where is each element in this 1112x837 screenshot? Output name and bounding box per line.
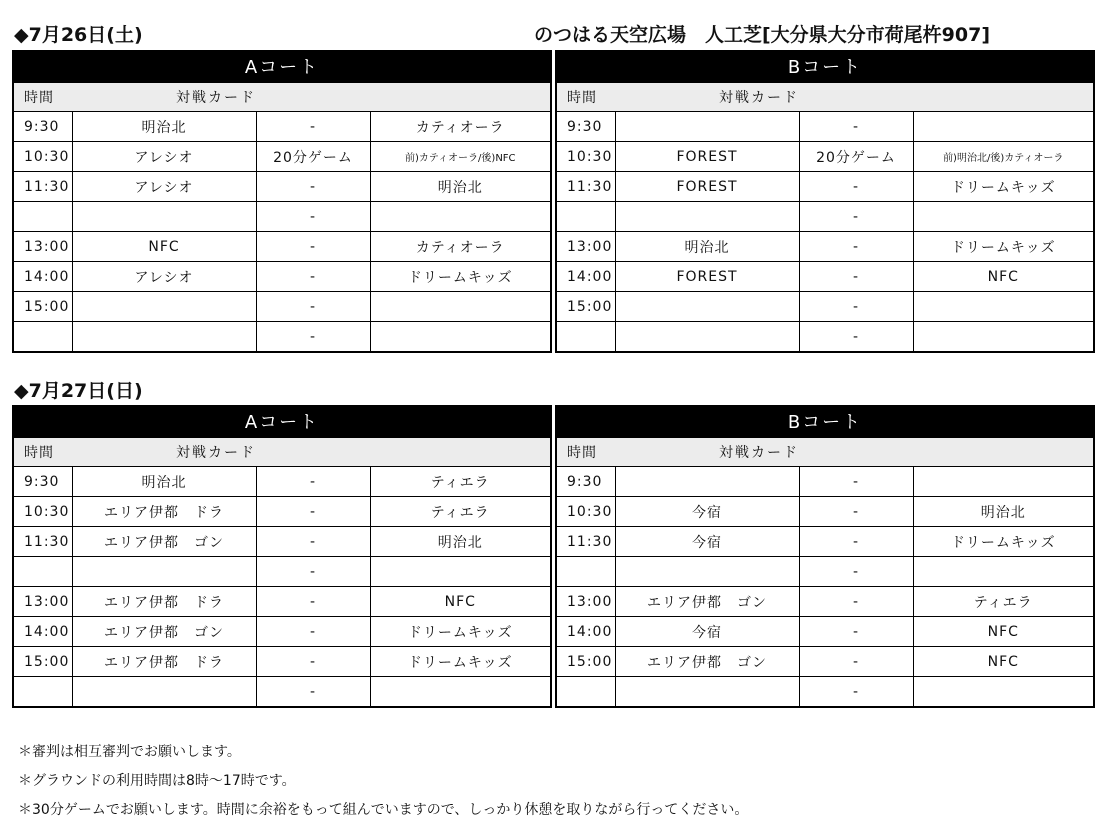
match-header: 対戦カード <box>72 438 550 467</box>
time-cell: 9:30 <box>14 112 72 142</box>
table-row <box>557 557 1093 587</box>
table-row <box>557 527 1093 557</box>
time-cell: 14:00 <box>14 262 72 292</box>
separator-cell: - <box>799 292 913 322</box>
table-row <box>557 262 1093 292</box>
time-cell: 10:30 <box>14 497 72 527</box>
team2-cell <box>913 677 1093 707</box>
team2-cell: ドリームキッズ <box>370 262 550 292</box>
court-name: Bコート <box>557 407 1093 438</box>
team1-cell: 今宿 <box>615 497 799 527</box>
table-row <box>557 172 1093 202</box>
table-row <box>557 647 1093 677</box>
table-row <box>557 112 1093 142</box>
team2-cell <box>913 322 1093 352</box>
court-name: Aコート <box>14 52 550 83</box>
match-header: 対戦カード <box>72 83 550 112</box>
separator-cell: - <box>256 322 370 352</box>
separator-cell: 20分ゲーム <box>799 142 913 172</box>
table-row <box>14 497 550 527</box>
team1-cell <box>72 202 256 232</box>
notes <box>18 738 748 825</box>
time-cell: 15:00 <box>557 292 615 322</box>
team2-cell: ドリームキッズ <box>913 232 1093 262</box>
time-header: 時間 <box>14 438 72 467</box>
team2-cell <box>370 202 550 232</box>
column-header-row <box>14 438 550 467</box>
time-cell <box>14 557 72 587</box>
team1-cell: 明治北 <box>615 232 799 262</box>
separator-cell: - <box>256 262 370 292</box>
table-row <box>557 677 1093 707</box>
separator-cell: - <box>799 262 913 292</box>
separator-cell: - <box>256 647 370 677</box>
team2-cell: ティエラ <box>370 467 550 497</box>
day2-court-a <box>12 405 552 708</box>
schedule-table <box>14 83 550 351</box>
team1-cell <box>615 677 799 707</box>
team1-cell: エリア伊都 ゴン <box>72 617 256 647</box>
team2-cell <box>370 557 550 587</box>
table-row <box>14 322 550 352</box>
separator-cell: - <box>799 467 913 497</box>
note-ground-hours: ＊グラウンドの利用時間は8時～17時です。 <box>18 773 296 789</box>
separator-cell: - <box>256 497 370 527</box>
team1-cell <box>72 557 256 587</box>
time-cell: 14:00 <box>557 262 615 292</box>
table-row <box>14 232 550 262</box>
team1-cell: エリア伊都 ゴン <box>615 647 799 677</box>
time-header: 時間 <box>557 438 615 467</box>
table-row <box>14 587 550 617</box>
column-header-row <box>557 83 1093 112</box>
time-cell: 11:30 <box>557 527 615 557</box>
time-cell: 15:00 <box>14 292 72 322</box>
team1-cell: NFC <box>72 232 256 262</box>
team2-cell: 前)カティオーラ/後)NFC <box>370 142 550 172</box>
schedule-table <box>14 438 550 706</box>
court-name: Bコート <box>557 52 1093 83</box>
team1-cell: アレシオ <box>72 262 256 292</box>
team2-cell: 明治北 <box>913 497 1093 527</box>
time-cell: 15:00 <box>557 647 615 677</box>
separator-cell: - <box>256 172 370 202</box>
team2-cell: NFC <box>370 587 550 617</box>
separator-cell: - <box>799 677 913 707</box>
table-row <box>557 232 1093 262</box>
time-cell <box>14 322 72 352</box>
team2-cell <box>370 322 550 352</box>
column-header-row <box>557 438 1093 467</box>
time-cell: 14:00 <box>14 617 72 647</box>
separator-cell: - <box>799 617 913 647</box>
separator-cell: - <box>799 232 913 262</box>
separator-cell: - <box>799 112 913 142</box>
team1-cell <box>615 202 799 232</box>
team1-cell <box>615 292 799 322</box>
separator-cell: - <box>799 497 913 527</box>
schedule-table <box>557 83 1093 351</box>
separator-cell: - <box>256 617 370 647</box>
time-cell: 13:00 <box>14 587 72 617</box>
separator-cell: - <box>256 587 370 617</box>
separator-cell: - <box>799 172 913 202</box>
team1-cell: エリア伊都 ゴン <box>72 527 256 557</box>
team2-cell <box>913 202 1093 232</box>
team1-cell <box>72 292 256 322</box>
separator-cell: - <box>256 232 370 262</box>
time-cell: 13:00 <box>557 232 615 262</box>
note-game-length: ＊30分ゲームでお願いします。時間に余裕をもって組んでいますので、しっかり休憩を取りながら行ってください。 <box>18 802 749 818</box>
day1-heading: ◆7月26日(土) <box>14 24 143 46</box>
separator-cell: - <box>256 112 370 142</box>
table-row <box>14 262 550 292</box>
time-cell: 15:00 <box>14 647 72 677</box>
separator-cell: - <box>256 292 370 322</box>
table-row <box>557 322 1093 352</box>
separator-cell: - <box>799 587 913 617</box>
court-name: Aコート <box>14 407 550 438</box>
time-cell: 10:30 <box>557 497 615 527</box>
time-header: 時間 <box>557 83 615 112</box>
time-cell <box>14 677 72 707</box>
table-row <box>14 202 550 232</box>
time-cell <box>14 202 72 232</box>
time-cell: 9:30 <box>14 467 72 497</box>
team2-cell <box>913 112 1093 142</box>
time-cell: 11:30 <box>14 172 72 202</box>
team2-cell <box>370 677 550 707</box>
team1-cell: エリア伊都 ドラ <box>72 647 256 677</box>
team1-cell: 明治北 <box>72 112 256 142</box>
team1-cell: 今宿 <box>615 527 799 557</box>
team1-cell <box>72 677 256 707</box>
separator-cell: 20分ゲーム <box>256 142 370 172</box>
team1-cell: 明治北 <box>72 467 256 497</box>
venue-title: のつはる天空広場 人工芝[大分県大分市荷尾杵907] <box>533 24 990 46</box>
team1-cell: アレシオ <box>72 142 256 172</box>
team2-cell: ティエラ <box>913 587 1093 617</box>
time-cell: 14:00 <box>557 617 615 647</box>
table-row <box>557 292 1093 322</box>
team1-cell: FOREST <box>615 142 799 172</box>
separator-cell: - <box>256 527 370 557</box>
table-row <box>557 467 1093 497</box>
team2-cell: 明治北 <box>370 527 550 557</box>
team2-cell: 前)明治北/後)カティオーラ <box>913 142 1093 172</box>
team2-cell: ティエラ <box>370 497 550 527</box>
team2-cell <box>913 467 1093 497</box>
table-row <box>557 497 1093 527</box>
team2-cell: NFC <box>913 617 1093 647</box>
day1-court-b <box>555 50 1095 353</box>
separator-cell: - <box>256 677 370 707</box>
team1-cell: エリア伊都 ゴン <box>615 587 799 617</box>
day2-court-b <box>555 405 1095 708</box>
time-cell: 11:30 <box>14 527 72 557</box>
team2-cell: カティオーラ <box>370 112 550 142</box>
team1-cell: エリア伊都 ドラ <box>72 497 256 527</box>
table-row <box>14 112 550 142</box>
team1-cell <box>615 467 799 497</box>
team2-cell: カティオーラ <box>370 232 550 262</box>
table-row <box>14 142 550 172</box>
team2-cell: ドリームキッズ <box>370 647 550 677</box>
team1-cell <box>615 112 799 142</box>
schedule-table <box>557 438 1093 706</box>
team1-cell <box>72 322 256 352</box>
time-cell: 9:30 <box>557 467 615 497</box>
team2-cell: ドリームキッズ <box>913 527 1093 557</box>
match-header: 対戦カード <box>615 83 1093 112</box>
team1-cell: FOREST <box>615 172 799 202</box>
day1-court-a <box>12 50 552 353</box>
team1-cell <box>615 557 799 587</box>
team2-cell: NFC <box>913 262 1093 292</box>
table-row <box>14 527 550 557</box>
separator-cell: - <box>799 527 913 557</box>
separator-cell: - <box>799 557 913 587</box>
table-row <box>14 172 550 202</box>
team2-cell <box>913 292 1093 322</box>
team2-cell: NFC <box>913 647 1093 677</box>
time-cell <box>557 557 615 587</box>
team2-cell: ドリームキッズ <box>913 172 1093 202</box>
day2-heading: ◆7月27日(日) <box>14 380 143 402</box>
time-cell: 9:30 <box>557 112 615 142</box>
table-row <box>14 617 550 647</box>
team1-cell: FOREST <box>615 262 799 292</box>
separator-cell: - <box>799 647 913 677</box>
team2-cell: 明治北 <box>370 172 550 202</box>
match-header: 対戦カード <box>615 438 1093 467</box>
team1-cell: エリア伊都 ドラ <box>72 587 256 617</box>
time-cell: 13:00 <box>14 232 72 262</box>
table-row <box>557 617 1093 647</box>
table-row <box>14 677 550 707</box>
team1-cell: 今宿 <box>615 617 799 647</box>
time-cell <box>557 322 615 352</box>
separator-cell: - <box>256 557 370 587</box>
table-row <box>557 142 1093 172</box>
separator-cell: - <box>256 467 370 497</box>
time-cell: 10:30 <box>557 142 615 172</box>
table-row <box>557 202 1093 232</box>
time-cell: 11:30 <box>557 172 615 202</box>
table-row <box>14 292 550 322</box>
team2-cell <box>370 292 550 322</box>
team1-cell: アレシオ <box>72 172 256 202</box>
team1-cell <box>615 322 799 352</box>
table-row <box>557 587 1093 617</box>
time-header: 時間 <box>14 83 72 112</box>
time-cell: 10:30 <box>14 142 72 172</box>
team2-cell: ドリームキッズ <box>370 617 550 647</box>
team2-cell <box>913 557 1093 587</box>
time-cell <box>557 202 615 232</box>
separator-cell: - <box>799 202 913 232</box>
column-header-row <box>14 83 550 112</box>
time-cell <box>557 677 615 707</box>
table-row <box>14 647 550 677</box>
separator-cell: - <box>256 202 370 232</box>
table-row <box>14 557 550 587</box>
table-row <box>14 467 550 497</box>
time-cell: 13:00 <box>557 587 615 617</box>
separator-cell: - <box>799 322 913 352</box>
note-referee: ＊審判は相互審判でお願いします。 <box>18 744 241 760</box>
